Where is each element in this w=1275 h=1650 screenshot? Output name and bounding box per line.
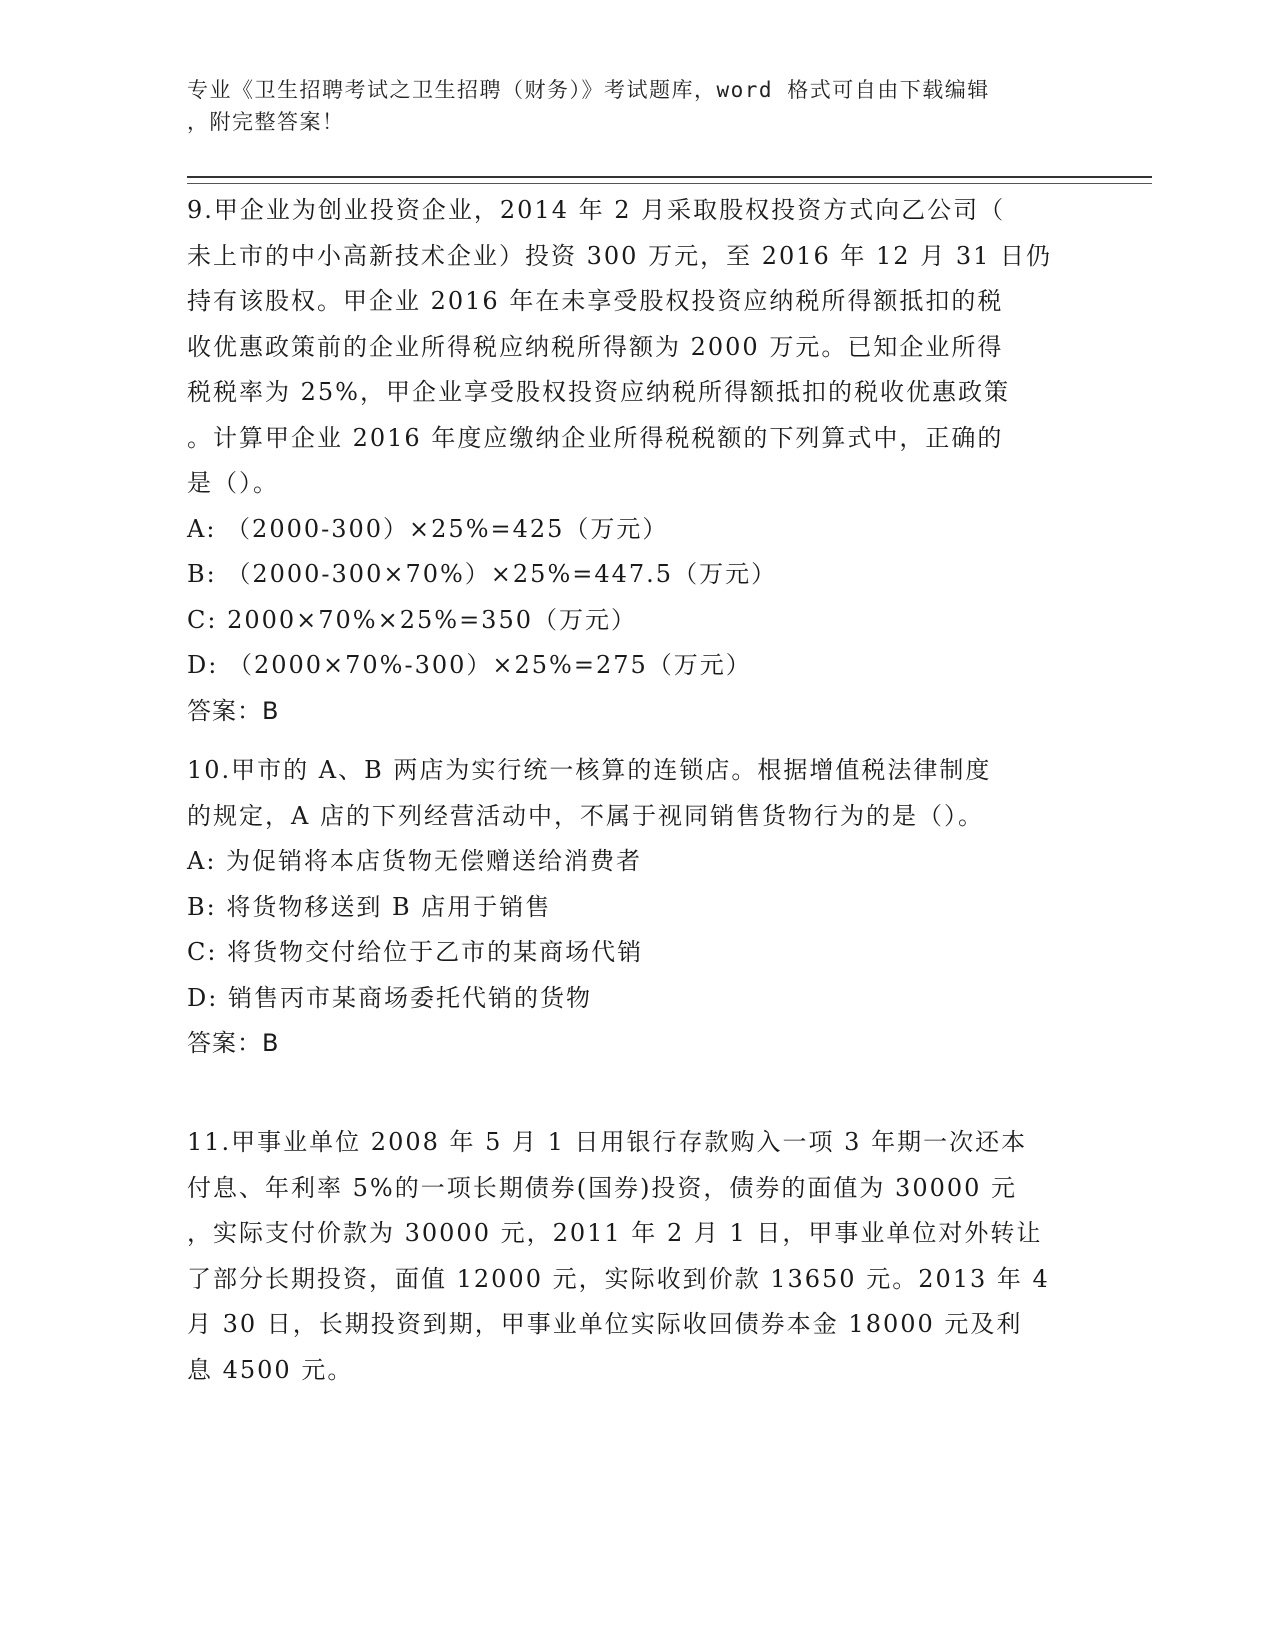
option-d: D: 销售丙市某商场委托代销的货物 (187, 983, 592, 1012)
header-divider-thick (187, 176, 1152, 178)
answer-label: 答案：B (187, 696, 280, 725)
option-a: A: （2000-300）×25%=425（万元） (187, 514, 669, 543)
option-c: C: 将货物交付给位于乙市的某商场代销 (187, 938, 644, 966)
page-header: 专业《卫生招聘考试之卫生招聘（财务）》考试题库，word 格式可自由下载编辑 ，附完整答案！ (187, 78, 990, 134)
question-stem: 9.甲企业为创业投资企业，2014 年 2 月采取股权投资方式向乙公司（ 未上市的中小高新技术企业）投资 300 万元，至 2016 年 12 月 31 日仍 持有该股权。甲企业 2016 年在未享受股权投资应纳税所得额抵扣的税 收优惠政策前的企业所得税应纳税所得额为 2000 万元。已知企业所得 税税率为 25%，甲企业享受股权投资应纳税所得额抵扣的税收优惠政策 。计算甲企业 2016 年度应缴纳企业所得税税额的下列算式中，正确的 是（）。 (187, 196, 1052, 497)
answer-label: 答案：B (187, 1029, 280, 1057)
option-c: C: 2000×70%×25%=350（万元） (187, 605, 637, 634)
option-a: A: 为促销将本店货物无偿赠送给消费者 (187, 847, 643, 875)
question-11 (187, 1120, 1087, 1393)
question-stem: 11.甲事业单位 2008 年 5 月 1 日用银行存款购入一项 3 年期一次还本 付息、年利率 5%的一项长期债券(国券)投资，债券的面值为 30000 元 ，实际支付价款为 30000 元，2011 年 2 月 1 日，甲事业单位对外转让 了部分长期投资，面值 12000 元，实际收到价款 13650 元。2013 年 4 月 30 日，长期投资到期，甲事业单位实际收回债券本金 18000 元及利 息 4500 元。 (187, 1128, 1050, 1384)
option-b: B: 将货物移送到 B 店用于销售 (187, 892, 552, 921)
question-9 (187, 188, 1087, 734)
option-d: D: （2000×70%-300）×25%=275（万元） (187, 651, 752, 679)
option-b: B: （2000-300×70%）×25%=447.5（万元） (187, 560, 778, 588)
header-divider-thin (187, 183, 1152, 184)
question-10 (187, 748, 1087, 1067)
question-stem: 10.甲市的 A、B 两店为实行统一核算的连锁店。根据增值税法律制度 的规定，A 店的下列经营活动中，不属于视同销售货物行为的是（）。 (187, 756, 992, 830)
